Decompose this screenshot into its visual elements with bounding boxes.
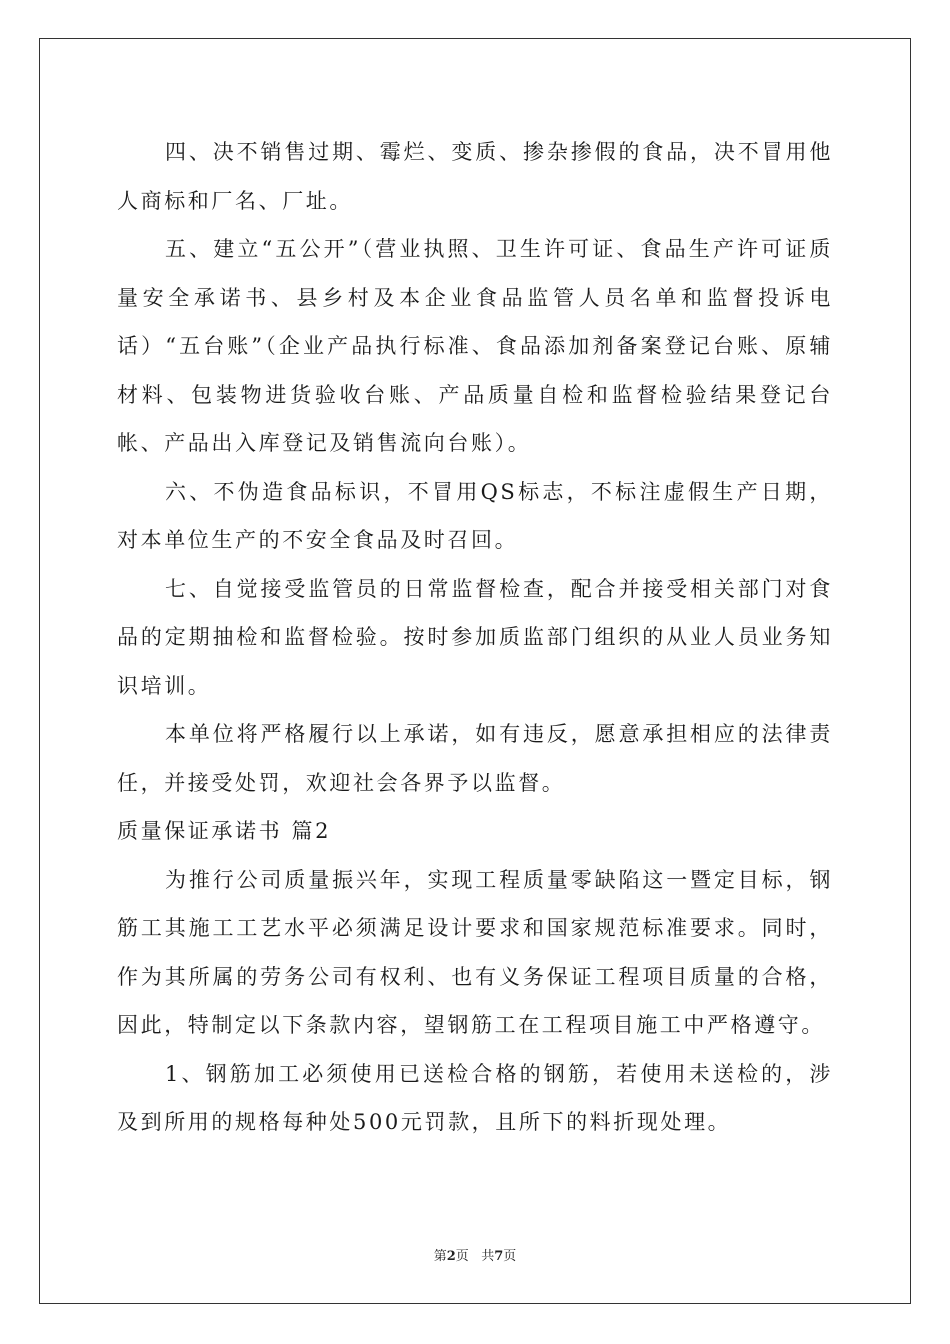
paragraph-commitment-closing: 本单位将严格履行以上承诺，如有违反，愿意承担相应的法律责任，并接受处罚，欢迎社会各界予以监督。 [117,722,833,795]
paragraph-intro: 为推行公司质量振兴年，实现工程质量零缺陷这一暨定目标，钢筋工其施工工艺水平必须满足设计要求和国家规范标准要求。同时，作为其所属的劳务公司有权利、也有义务保证工程项目质量的合格，因此，特制定以下条款内容，望钢筋工在工程项目施工中严格遵守。 [117,867,833,1037]
paragraph-clause-1: 1、钢筋加工必须使用已送检合格的钢筋，若使用未送检的，涉及到所用的规格每种处500元罚款，且所下的料折现处理。 [117,1061,833,1134]
footer-page-suffix: 页 [455,1249,469,1264]
paragraph-item-6: 六、不伪造食品标识，不冒用QS标志，不标注虚假生产日期，对本单位生产的不安全食品及时召回。 [117,479,833,552]
document-body [117,128,833,1147]
page-footer [0,1245,950,1264]
footer-page-prefix: 第 [433,1249,447,1264]
paragraph-item-7: 七、自觉接受监管员的日常监督检查，配合并接受相关部门对食品的定期抽检和监督检验。按时参加质监部门组织的从业人员业务知识培训。 [117,576,833,698]
paragraph-item-4: 四、决不销售过期、霉烂、变质、掺杂掺假的食品，决不冒用他人商标和厂名、厂址。 [117,140,833,213]
section-heading: 质量保证承诺书 篇2 [117,819,332,843]
footer-page-number: 2 [446,1249,456,1264]
footer-total-pages: 7 [494,1249,504,1264]
paragraph-item-5: 五、建立“五公开”（营业执照、卫生许可证、食品生产许可证质量安全承诺书、县乡村及本企业食品监管人员名单和监督投诉电话）“五台账”（企业产品执行标准、食品添加剂备案登记台账、原辅材料、包装物进货验收台账、产品质量自检和监督检验结果登记台帐、产品出入库登记及销售流向台账）。 [117,237,833,455]
footer-total-prefix: 共 [481,1249,495,1264]
footer-total-suffix: 页 [503,1249,517,1264]
